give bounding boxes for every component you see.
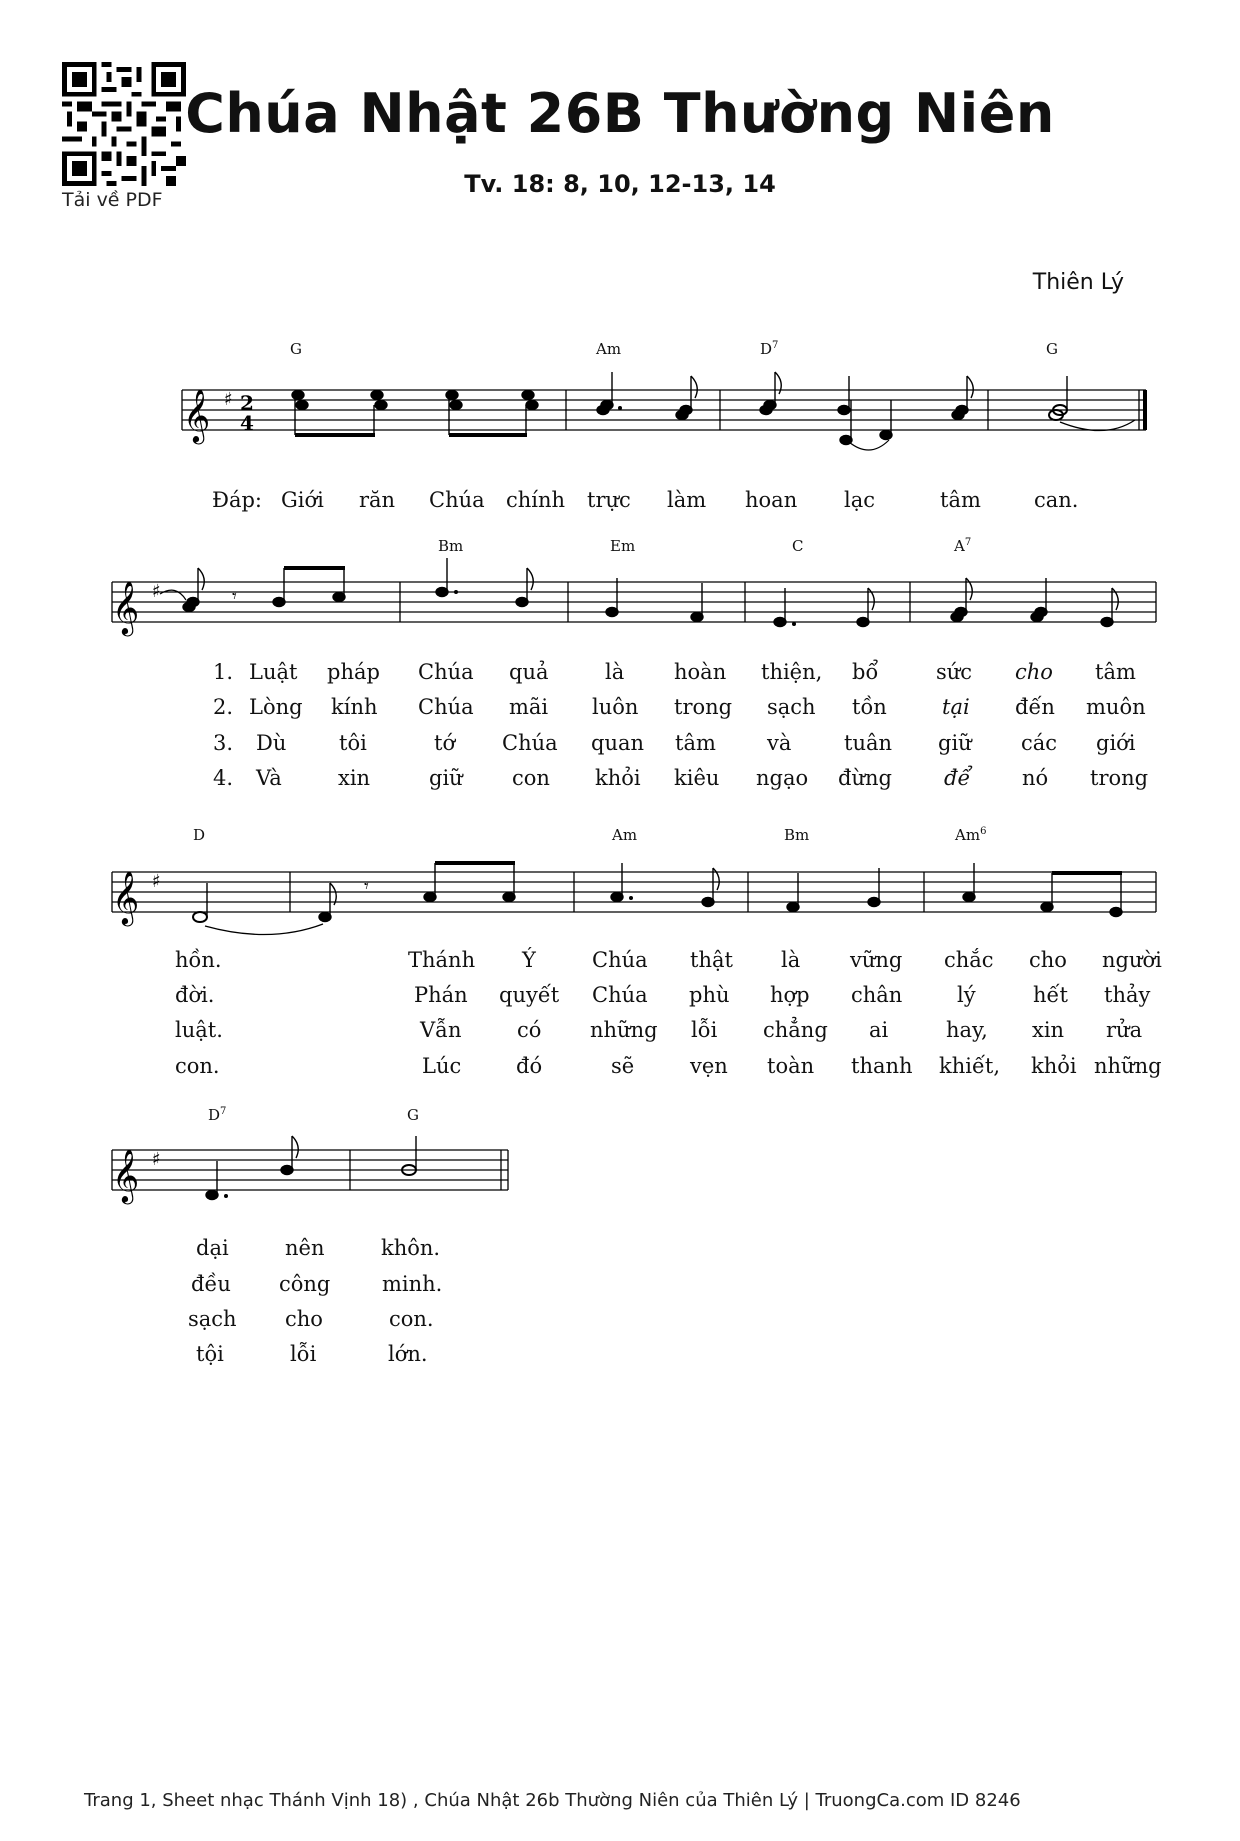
chord-symbol: G <box>1046 340 1058 358</box>
lyric-syllable: Luật <box>249 660 298 684</box>
svg-text:♯: ♯ <box>224 389 233 410</box>
lyric-syllable: hay, <box>946 1018 988 1042</box>
lyric-syllable: vững <box>850 948 903 972</box>
lyric-syllable: hồn. <box>175 948 222 972</box>
lyric-syllable: kính <box>331 695 378 719</box>
svg-text:𝄞: 𝄞 <box>112 580 140 634</box>
lyric-syllable: Chúa <box>418 660 474 684</box>
staff-verse-1 <box>0 572 1240 652</box>
lyric-syllable: răn <box>359 488 396 512</box>
svg-text:𝄞: 𝄞 <box>112 870 140 924</box>
lyric-syllable: các <box>1021 731 1058 755</box>
lyric-syllable: có <box>517 1018 542 1042</box>
chord-symbol: G <box>407 1106 419 1124</box>
lyric-syllable: trực <box>587 488 631 512</box>
lyric-syllable: tôi <box>339 731 367 755</box>
lyric-syllable: là <box>781 948 801 972</box>
composer-name: Thiên Lý <box>1032 270 1124 295</box>
lyric-syllable: đừng <box>838 766 892 790</box>
lyric-syllable: chắc <box>944 948 994 972</box>
lyric-syllable: Vẫn <box>420 1018 462 1042</box>
lyric-syllable: nên <box>285 1236 325 1260</box>
lyric-syllable: bổ <box>852 660 879 684</box>
chord-symbol: Em <box>610 537 636 555</box>
lyric-syllable: tội <box>196 1342 224 1366</box>
lyric-syllable: Dù <box>256 731 287 755</box>
chord-symbol: Am <box>596 340 622 358</box>
svg-text:𝄞: 𝄞 <box>183 388 211 442</box>
chord-symbol: G <box>290 340 302 358</box>
lyric-syllable: thanh <box>851 1054 913 1078</box>
lyric-syllable: công <box>279 1272 331 1296</box>
lyric-syllable: tâm <box>1095 660 1136 684</box>
svg-text:♯: ♯ <box>152 871 161 892</box>
staff-verse-3 <box>0 1140 1240 1220</box>
lyric-syllable: thảy <box>1104 983 1151 1007</box>
chord-symbol: Bm <box>438 537 464 555</box>
lyric-syllable: Chúa <box>592 983 648 1007</box>
page-footer: Trang 1, Sheet nhạc Thánh Vịnh 18) , Chúa Nhật 26b Thường Niên của Thiên Lý | TruongCa.com ID 8246 <box>84 1790 1021 1811</box>
chord-symbol: C <box>792 537 804 555</box>
lyric-syllable: ngạo <box>756 766 809 790</box>
lyric-syllable: giữ <box>429 766 463 790</box>
lyric-syllable: dại <box>196 1236 229 1260</box>
staff-refrain <box>0 380 1240 490</box>
lyric-syllable: quyết <box>499 983 560 1007</box>
lyric-syllable: can. <box>1034 488 1079 512</box>
svg-text:𝄞: 𝄞 <box>112 1148 140 1202</box>
lyric-syllable: ai <box>869 1018 889 1042</box>
lyric-syllable: Phán <box>414 983 468 1007</box>
lyric-syllable: 3. <box>213 731 234 755</box>
lyric-syllable: Lúc <box>422 1054 462 1078</box>
lyric-syllable: con <box>512 766 550 790</box>
lyric-syllable: con. <box>389 1307 434 1331</box>
lyric-syllable: lỗi <box>290 1342 317 1366</box>
svg-text:♯: ♯ <box>152 1149 161 1170</box>
lyric-syllable: tâm <box>675 731 716 755</box>
lyric-syllable: 4. <box>213 766 234 790</box>
lyric-syllable: Chúa <box>502 731 558 755</box>
lyric-syllable: chân <box>851 983 903 1007</box>
lyric-syllable: cho <box>1015 660 1053 684</box>
chord-symbol: Bm <box>784 826 810 844</box>
lyric-syllable: lý <box>957 983 976 1007</box>
lyric-syllable: muôn <box>1086 695 1146 719</box>
chord-symbol: $D^7$ <box>760 340 779 358</box>
lyric-syllable: vẹn <box>690 1054 728 1078</box>
lyric-syllable: Chúa <box>592 948 648 972</box>
lyric-syllable: làm <box>667 488 707 512</box>
lyric-syllable: pháp <box>327 660 380 684</box>
lyric-syllable: xin <box>1032 1018 1065 1042</box>
lyric-syllable: xin <box>338 766 371 790</box>
lyric-syllable: Giới <box>281 488 324 512</box>
lyric-syllable: hoàn <box>674 660 727 684</box>
chord-symbol: $A^7$ <box>954 537 972 555</box>
lyric-syllable: kiêu <box>674 766 720 790</box>
lyric-syllable: con. <box>175 1054 220 1078</box>
lyric-syllable: đời. <box>175 983 215 1007</box>
lyric-syllable: lớn. <box>388 1342 428 1366</box>
lyric-syllable: sạch <box>767 695 816 719</box>
lyric-syllable: giữ <box>938 731 972 755</box>
lyric-syllable: giới <box>1096 731 1136 755</box>
lyric-syllable: sạch <box>188 1307 237 1331</box>
lyric-syllable: rửa <box>1106 1018 1143 1042</box>
lyric-syllable: tại <box>942 695 970 719</box>
lyric-syllable: chính <box>506 488 566 512</box>
svg-text:4: 4 <box>240 411 254 435</box>
lyric-syllable: quan <box>591 731 645 755</box>
chord-symbol: Am$^6$ <box>955 826 987 844</box>
download-pdf-link[interactable]: Tải về PDF <box>62 189 163 211</box>
lyric-syllable: hết <box>1033 983 1068 1007</box>
lyric-syllable: và <box>767 731 792 755</box>
lyric-syllable: chẳng <box>763 1018 828 1042</box>
svg-text:♯: ♯ <box>152 581 161 602</box>
lyric-syllable: trong <box>1090 766 1149 790</box>
lyric-syllable: cho <box>285 1307 323 1331</box>
page-title: Chúa Nhật 26B Thường Niên <box>185 82 1055 145</box>
lyric-syllable: tâm <box>940 488 981 512</box>
lyric-syllable: lạc <box>844 488 875 512</box>
lyric-syllable: minh. <box>382 1272 443 1296</box>
lyric-syllable: là <box>605 660 625 684</box>
lyric-syllable: Ý <box>522 948 536 972</box>
lyric-syllable: những <box>590 1018 658 1042</box>
lyric-syllable: sẽ <box>611 1054 635 1078</box>
svg-text:𝄾: 𝄾 <box>364 876 369 897</box>
lyric-syllable: những <box>1094 1054 1162 1078</box>
lyric-syllable: khôn. <box>381 1236 441 1260</box>
lyric-syllable: hợp <box>770 983 810 1007</box>
lyric-syllable: phù <box>689 983 730 1007</box>
lyric-syllable: quả <box>509 660 549 684</box>
lyric-syllable: sức <box>936 660 973 684</box>
lyric-syllable: 2. <box>213 695 234 719</box>
chord-symbol: Am <box>612 826 638 844</box>
lyric-syllable: khỏi <box>1031 1054 1077 1078</box>
lyric-syllable: tớ <box>434 731 456 755</box>
lyric-syllable: đều <box>191 1272 231 1296</box>
lyric-syllable: khỏi <box>595 766 641 790</box>
lyric-syllable: lỗi <box>691 1018 718 1042</box>
lyric-syllable: cho <box>1029 948 1067 972</box>
lyric-syllable: nó <box>1022 766 1049 790</box>
lyric-syllable: thiện, <box>761 660 823 684</box>
lyric-syllable: tuân <box>844 731 893 755</box>
lyric-syllable: đến <box>1015 695 1055 719</box>
lyric-syllable: trong <box>674 695 733 719</box>
chord-symbol: $D^7$ <box>208 1106 227 1124</box>
lyric-syllable: Đáp: <box>212 488 262 512</box>
lyric-syllable: Chúa <box>418 695 474 719</box>
lyric-syllable: đó <box>516 1054 543 1078</box>
page-subtitle: Tv. 18: 8, 10, 12-13, 14 <box>464 170 776 198</box>
lyric-syllable: để <box>944 766 971 790</box>
lyric-syllable: thật <box>690 948 733 972</box>
lyric-syllable: tồn <box>852 695 887 719</box>
lyric-syllable: Chúa <box>429 488 485 512</box>
lyric-syllable: Thánh <box>408 948 476 972</box>
lyric-syllable: 1. <box>213 660 234 684</box>
svg-text:𝄾: 𝄾 <box>232 586 237 607</box>
lyric-syllable: luôn <box>592 695 639 719</box>
lyric-syllable: khiết, <box>939 1054 1001 1078</box>
svg-text:2: 2 <box>240 391 254 415</box>
lyric-syllable: luật. <box>175 1018 223 1042</box>
lyric-syllable: Lòng <box>249 695 303 719</box>
staff-verse-2 <box>0 862 1240 942</box>
lyric-syllable: Và <box>256 766 282 790</box>
lyric-syllable: mãi <box>509 695 549 719</box>
lyric-syllable: người <box>1102 948 1162 972</box>
lyric-syllable: toàn <box>767 1054 815 1078</box>
lyric-syllable: hoan <box>745 488 798 512</box>
chord-symbol: D <box>193 826 206 844</box>
